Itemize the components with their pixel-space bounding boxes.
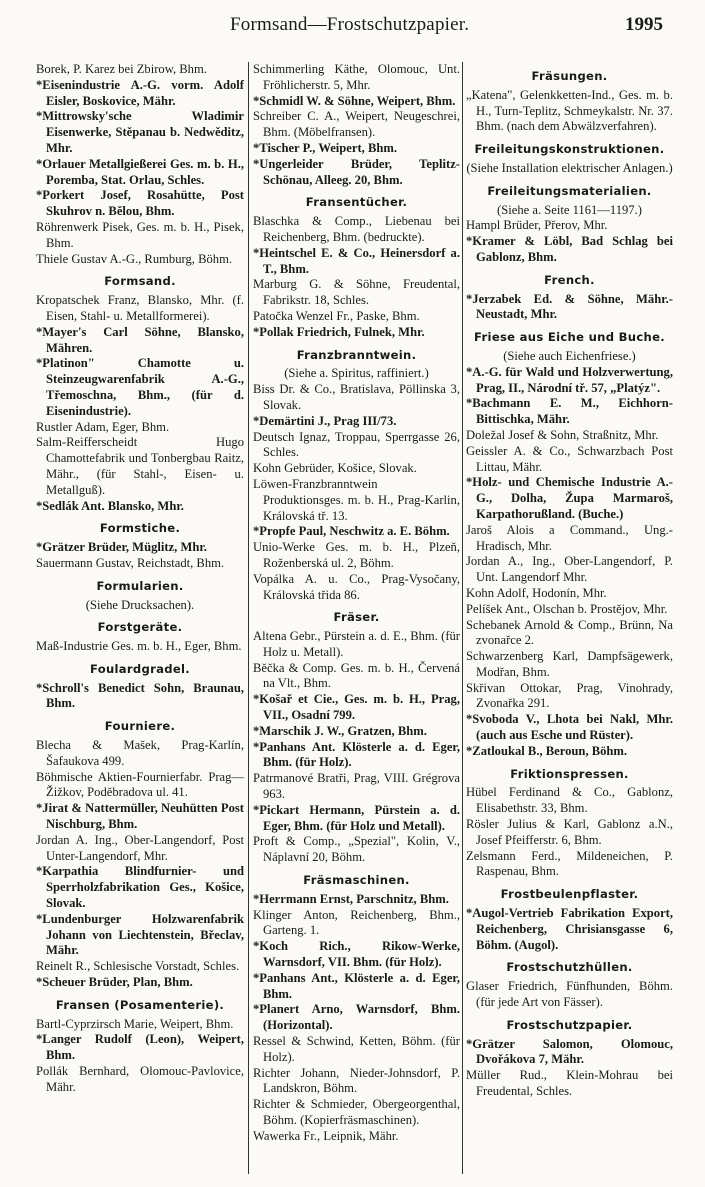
directory-entry: *Pollak Friedrich, Fulnek, Mhr. <box>253 324 425 339</box>
directory-entry: Thiele Gustav A.-G., Rumburg, Böhm. <box>36 251 233 266</box>
directory-entry: Ressel & Schwind, Ketten, Böhm. (für Holz). <box>253 1034 460 1064</box>
directory-entry: Jordan A. Ing., Ober-Langendorf, Post Unter-Langendorf, Mhr. <box>36 832 244 863</box>
column-middle <box>253 62 460 1145</box>
section-heading: Frostschutzhüllen. <box>506 960 633 975</box>
directory-entry: Skřivan Ottokar, Prag, Vinohrady, Zvonařka 291. <box>466 680 673 711</box>
section-heading: Frostschutzpapier. <box>506 1017 633 1032</box>
directory-entry: Jaroš Alois a Command., Ung.-Hradisch, Mhr. <box>466 522 673 553</box>
directory-entry: *Svoboda V., Lhota bei Nakl, Mhr. (auch aus Esche und Rüster). <box>466 712 673 743</box>
directory-entry: Schreiber C. A., Weipert, Neugeschrei, Bhm. (Möbelfransen). <box>253 109 460 140</box>
directory-entry: Löwen-Franzbranntwein Produktionsges. m. b. H., Prag-Karlin, Královská tř. 13. <box>253 476 460 523</box>
directory-entry: *Sedlák Ant. Blansko, Mhr. <box>36 498 184 513</box>
page-number: 1995 <box>625 14 663 35</box>
directory-entry: *Mayer's Carl Söhne, Blansko, Mähren. <box>36 324 244 355</box>
directory-entry: Kohn Adolf, Hodonín, Mhr. <box>466 585 607 600</box>
directory-entry: Kohn Gebrüder, Košice, Slovak. <box>253 461 417 476</box>
directory-entry: Patrmanové Bratři, Prag, VIII. Grégrova 963. <box>253 771 460 802</box>
section-heading: Freileitungsmaterialien. <box>487 183 652 198</box>
directory-entry: *Grätzer Salomon, Olomouc, Dvořákova 7, Mähr. <box>466 1036 673 1067</box>
directory-entry: *Planert Arno, Warnsdorf, Bhm. (Horizontal). <box>253 1002 460 1033</box>
directory-entry: Hübel Ferdinand & Co., Gablonz, Elisabethstr. 33, Bhm. <box>466 785 673 816</box>
directory-entry: Salm-Reifferscheidt Hugo Chamottefabrik und Tonbergbau Raitz, Mähr., (für Stahl-, Eisen- u. Metallguß). <box>36 435 244 497</box>
directory-entry: *Tischer P., Weipert, Bhm. <box>253 140 398 155</box>
directory-entry: Blaschka & Comp., Liebenau bei Reichenberg, Bhm. (bedruckte). <box>253 214 460 244</box>
directory-entry: Proft & Comp., „Spezial", Kolin, V., Náplavní 20, Böhm. <box>253 834 460 865</box>
directory-entry: *Zatloukal B., Beroun, Böhm. <box>466 743 628 758</box>
directory-entry: Jordan A., Ing., Ober-Langendorf, P. Unt. Langendorf Mhr. <box>466 554 673 585</box>
directory-entry: Altena Gebr., Pürstein a. d. E., Bhm. (für Holz u. Metall). <box>253 629 460 659</box>
directory-entry: *Porkert Josef, Rosahütte, Post Skuhrov n. Bělou, Bhm. <box>36 188 244 219</box>
directory-entry: Pollák Bernhard, Olomouc-Pavlovice, Mähr. <box>36 1064 244 1094</box>
directory-entry: Röhrenwerk Pisek, Ges. m. b. H., Pisek, Bhm. <box>36 219 244 250</box>
section-heading: Friktionspressen. <box>510 766 629 781</box>
column-left <box>36 62 244 1096</box>
directory-entry: Vopálka A. u. Co., Prag-Vysočany, Královská třida 86. <box>253 571 460 602</box>
directory-entry: Kropatschek Franz, Blansko, Mhr. (f. Eisen, Stahl- u. Metallformerei). <box>36 293 244 323</box>
directory-entry: *Eisenindustrie A.-G. vorm. Adolf Eisler, Boskovice, Mähr. <box>36 77 244 108</box>
directory-entry: Klinger Anton, Reichenberg, Bhm., Garteng. 1. <box>253 907 460 938</box>
directory-entry: *Bachmann E. M., Eichhorn-Bittischka, Mähr. <box>466 396 673 427</box>
directory-entry: Marburg G. & Söhne, Freudental, Fabrikstr. 18, Schles. <box>253 277 460 308</box>
section-heading: Formularien. <box>96 578 184 593</box>
directory-entry: Richter Johann, Nieder-Johnsdorf, P. Landskron, Böhm. <box>253 1065 460 1096</box>
directory-entry: Hampl Brüder, Přerov, Mhr. <box>466 218 608 233</box>
directory-entry: Blecha & Mašek, Prag-Karlín, Šafaukova 499. <box>36 738 244 768</box>
directory-entry: *Košař et Cie., Ges. m. b. H., Prag, VII., Osadní 799. <box>253 692 460 723</box>
directory-entry: *Propfe Paul, Neschwitz a. E. Böhm. <box>253 524 450 539</box>
section-heading: Fransentücher. <box>305 195 408 210</box>
directory-entry: *Langer Rudolf (Leon), Weipert, Bhm. <box>36 1032 244 1063</box>
directory-entry: *Lundenburger Holzwarenfabrik Johann von Liechtenstein, Břeclav, Mähr. <box>36 911 244 958</box>
directory-entry: *Scheuer Brüder, Plan, Bhm. <box>36 975 193 990</box>
directory-entry: Müller Rud., Klein-Mohrau bei Freudental, Schles. <box>466 1068 673 1099</box>
directory-entry: *Heintschel E. & Co., Heinersdorf a. T., Bhm. <box>253 245 460 276</box>
directory-entry: Patočka Wenzel Fr., Paske, Bhm. <box>253 308 420 323</box>
directory-entry: Doležal Josef & Sohn, Straßnitz, Mhr. <box>466 427 659 442</box>
directory-entry: Glaser Friedrich, Fünfhunden, Böhm. (für jede Art von Fässer). <box>466 979 673 1010</box>
directory-entry: *Schroll's Benedict Sohn, Braunau, Bhm. <box>36 680 244 711</box>
page-header <box>0 14 705 44</box>
page-title: Formsand—Frostschutzpapier. <box>230 14 470 35</box>
directory-entry: *Koch Rich., Rikow-Werke, Warnsdorf, VII. Bhm. (für Holz). <box>253 939 460 970</box>
directory-entry: *Mittrowsky'sche Wladimir Eisenwerke, Stěpanau b. Nedwěditz, Mhr. <box>36 109 244 155</box>
section-heading: French. <box>544 272 595 287</box>
directory-entry: Rösler Julius & Karl, Gablonz a.N., Josef Pfeifferstr. 6, Bhm. <box>466 817 673 847</box>
section-heading: Formsand. <box>104 274 176 289</box>
directory-entry: Deutsch Ignaz, Troppau, Sperrgasse 26, Schles. <box>253 429 460 460</box>
directory-entry: Pelíšek Ant., Olschan b. Prostějov, Mhr. <box>466 601 668 616</box>
directory-entry: Schebanek Arnold & Comp., Brünn, Na zvonařce 2. <box>466 617 673 648</box>
directory-entry: Wawerka Fr., Leipnik, Mähr. <box>253 1128 399 1143</box>
cross-reference-note: (Siehe auch Eichenfriese.) <box>503 348 636 363</box>
directory-entry: *Karpathia Blindfurnier- und Sperrholzfabrikation Ges., Košice, Slovak. <box>36 864 244 911</box>
cross-reference-note: (Siehe Drucksachen). <box>85 597 195 612</box>
directory-entry: *Schmidl W. & Söhne, Weipert, Bhm. <box>253 93 456 108</box>
directory-entry: *Jirat & Nattermüller, Neuhütten Post Nischburg, Bhm. <box>36 801 244 832</box>
directory-entry: Běčka & Comp. Ges. m. b. H., Červená na Vlt., Bhm. <box>253 660 460 691</box>
directory-entry: Reinelt R., Schlesische Vorstadt, Schles. <box>36 959 240 974</box>
section-heading: Fräser. <box>333 610 380 625</box>
directory-entry: Böhmische Aktien-Fournierfabr. Prag—Žižkov, Poděbradova ul. 41. <box>36 769 244 800</box>
directory-entry: Schwarzenberg Karl, Dampfsägewerk, Modřan, Bhm. <box>466 649 673 679</box>
directory-entry: Maß-Industrie Ges. m. b. H., Eger, Bhm. <box>36 639 242 654</box>
section-heading: Franzbranntwein. <box>296 347 417 362</box>
section-heading: Freileitungskonstruktionen. <box>474 142 665 157</box>
section-heading: Friese aus Eiche und Buche. <box>474 330 665 345</box>
column-right <box>466 62 673 1100</box>
directory-entry: Bartl-Cyprzirsch Marie, Weipert, Bhm. <box>36 1016 234 1031</box>
directory-entry: *Augol-Vertrieb Fabrikation Export, Reichenberg, Chrisiansgasse 6, Böhm. (Augol). <box>466 906 673 952</box>
directory-entry: Sauermann Gustav, Reichstadt, Bhm. <box>36 555 225 570</box>
section-heading: Fräsmaschinen. <box>303 873 410 888</box>
section-heading: Fräsungen. <box>531 69 608 83</box>
section-heading: Fourniere. <box>104 719 176 734</box>
column-divider <box>462 62 463 1174</box>
directory-entry: *Herrmann Ernst, Parschnitz, Bhm. <box>253 891 449 906</box>
directory-entry: *Grätzer Brüder, Müglitz, Mhr. <box>36 540 207 555</box>
directory-entry: „Katena", Gelenkketten-Ind., Ges. m. b. H., Turn-Teplitz, Schmeykalstr. Nr. 37. Bhm. (nach dem Abwälzverfahren). <box>466 87 673 134</box>
directory-entry: Biss Dr. & Co., Bratislava, Pöllinska 3, Slovak. <box>253 382 460 412</box>
directory-entry: *Demärtini J., Prag III/73. <box>253 413 397 428</box>
directory-entry: Geissler A. & Co., Schwarzbach Post Littau, Mähr. <box>466 443 673 474</box>
cross-reference-note: (Siehe a. Spiritus, raffiniert.) <box>284 366 429 381</box>
directory-entry: Zelsmann Ferd., Mildeneichen, P. Raspenau, Bhm. <box>466 848 673 879</box>
directory-entry: Richter & Schmieder, Obergeorgenthal, Böhm. (Kopierfräsmaschinen). <box>253 1097 460 1127</box>
cross-reference-note: (Siehe a. Seite 1161—1197.) <box>497 202 642 217</box>
section-heading: Frostbeulenpflaster. <box>500 887 639 902</box>
section-heading: Fransen (Posamenterie). <box>55 997 225 1012</box>
directory-entry: *Pickart Hermann, Pürstein a. d. Eger, Bhm. (für Holz und Metall). <box>253 802 460 833</box>
directory-entry: Schimmerling Käthe, Olomouc, Unt. Fröhlicherstr. 5, Mhr. <box>253 62 460 92</box>
directory-entry: *Jerzabek Ed. & Söhne, Mähr.-Neustadt, Mhr. <box>466 291 673 322</box>
directory-entry: *Panhans Ant., Klösterle a. d. Eger, Bhm. <box>253 970 460 1001</box>
directory-entry: *Holz- und Chemische Industrie A.-G., Dolha, Župa Marmaroš, Karpathorußland. (Buche.) <box>466 475 673 521</box>
directory-entry: Rustler Adam, Eger, Bhm. <box>36 419 170 434</box>
directory-entry: *Panhans Ant. Klösterle a. d. Eger, Bhm. (für Holz). <box>253 739 460 770</box>
column-divider <box>248 62 249 1174</box>
directory-entry: Borek, P. Karez bei Zbirow, Bhm. <box>36 62 207 76</box>
section-heading: Foulardgradel. <box>89 661 191 676</box>
cross-reference-note: (Siehe Installation elektrischer Anlagen.) <box>466 160 673 175</box>
directory-entry: *Platinon" Chamotte u. Steinzeugwarenfabrik A.-G., Třemoschna, Bhm., (für d. Eisenindustrie). <box>36 356 244 418</box>
directory-entry: *Orlauer Metallgießerei Ges. m. b. H., Poremba, Stat. Orlau, Schles. <box>36 156 244 187</box>
directory-entry: *A.-G. für Wald und Holzverwertung, Prag, II., Národní tř. 57, „Platýz". <box>466 364 673 395</box>
section-heading: Formstiche. <box>99 521 181 536</box>
directory-entry: *Kramer & Löbl, Bad Schlag bei Gablonz, Bhm. <box>466 234 673 264</box>
section-heading: Forstgeräte. <box>97 620 183 635</box>
directory-entry: *Ungerleider Brüder, Teplitz-Schönau, Alleeg. 20, Bhm. <box>253 156 460 187</box>
directory-entry: Unio-Werke Ges. m. b. H., Plzeň, Roženberská ul. 2, Böhm. <box>253 540 460 570</box>
directory-entry: *Marschik J. W., Gratzen, Bhm. <box>253 723 427 738</box>
